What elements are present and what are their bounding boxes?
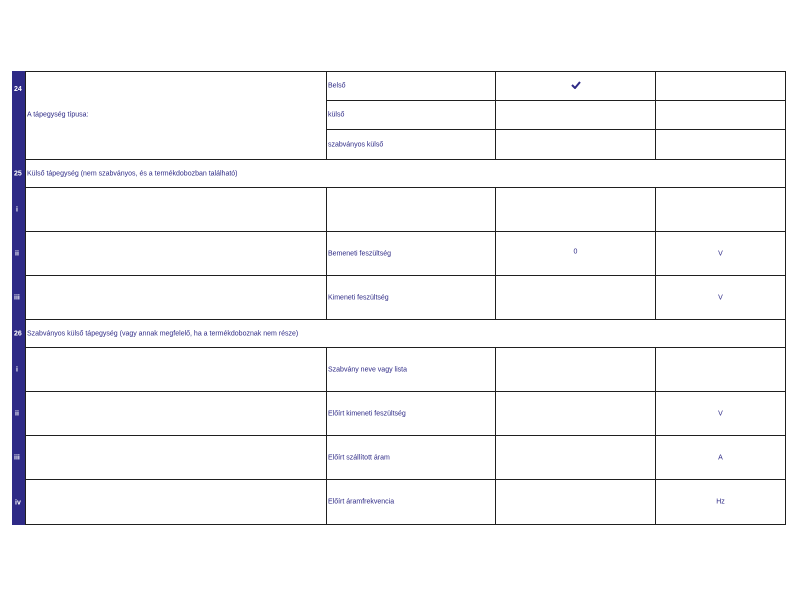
option-external-label-cell — [327, 101, 496, 130]
section-26-item-iii — [12, 436, 786, 480]
item-number-badge — [12, 480, 25, 525]
item-unit: A — [718, 454, 723, 461]
item-label-cell — [327, 276, 496, 320]
item-description-cell — [25, 276, 327, 320]
section-25-item-ii — [12, 232, 786, 276]
item-label: Kimeneti feszültség — [328, 294, 389, 301]
option-internal-unit-cell — [656, 71, 786, 101]
item-number-badge — [12, 276, 25, 320]
item-description-cell — [25, 392, 327, 436]
section-26-title-cell — [25, 320, 786, 348]
item-value-cell[interactable] — [496, 348, 656, 392]
section-26-item-iv — [12, 480, 786, 525]
item-unit: V — [718, 294, 723, 301]
item-unit: Hz — [716, 498, 725, 506]
item-number: i — [16, 366, 18, 374]
section-25-item-i — [12, 188, 786, 232]
item-label: Szabvány neve vagy lista — [328, 366, 407, 373]
item-label: Bemeneti feszültség — [328, 250, 392, 257]
item-label-cell — [327, 348, 496, 392]
item-label-cell — [327, 232, 496, 276]
checkmark-icon — [496, 81, 655, 91]
section-number-badge — [12, 71, 25, 160]
item-number: i — [16, 206, 18, 214]
option-standard-external-unit-cell — [656, 130, 786, 160]
section-number-badge — [12, 160, 25, 188]
item-unit: V — [718, 410, 723, 417]
option-internal-value-cell[interactable] — [496, 71, 656, 101]
item-description-cell — [25, 188, 327, 232]
item-description-cell — [25, 348, 327, 392]
power-supply-form-table — [12, 71, 786, 525]
item-number-badge — [12, 348, 25, 392]
item-label-cell — [327, 480, 496, 525]
section-number: 25 — [14, 170, 22, 178]
section-26-item-i — [12, 348, 786, 392]
section-26-title: Szabványos külső tápegység (vagy annak megfelelő, ha a termékdoboznak nem része) — [27, 330, 299, 337]
item-label: Előírt áramfrekvencia — [328, 498, 395, 506]
supply-type-label-cell — [25, 71, 327, 160]
item-label-cell — [327, 188, 496, 232]
item-number-badge — [12, 392, 25, 436]
item-label-cell — [327, 392, 496, 436]
section-25-title-cell — [25, 160, 786, 188]
item-number-badge — [12, 232, 25, 276]
item-unit-cell — [656, 480, 786, 525]
item-label-cell — [327, 436, 496, 480]
item-unit-cell — [656, 188, 786, 232]
item-unit-cell — [656, 392, 786, 436]
item-description-cell — [25, 436, 327, 480]
section-26-item-ii — [12, 392, 786, 436]
option-external-value-cell[interactable] — [496, 101, 656, 130]
item-unit-cell — [656, 232, 786, 276]
item-number: iii — [14, 454, 20, 462]
item-number-badge — [12, 188, 25, 232]
item-label: Előírt kimeneti feszültség — [328, 410, 406, 417]
item-unit: V — [718, 250, 723, 257]
section-number: 26 — [14, 330, 22, 338]
item-description-cell — [25, 232, 327, 276]
item-unit-cell — [656, 276, 786, 320]
item-number-badge — [12, 436, 25, 480]
option-standard-external-label-cell — [327, 130, 496, 160]
option-standard-external-label: szabványos külső — [328, 141, 384, 148]
item-number: iii — [14, 294, 20, 302]
section-25-title: Külső tápegység (nem szabványos, és a termékdobozban található) — [27, 170, 238, 177]
item-description-cell — [25, 480, 327, 525]
item-label: Előírt szállított áram — [328, 454, 390, 461]
section-25-header-row — [12, 160, 786, 188]
option-external-unit-cell — [656, 101, 786, 130]
item-value-cell[interactable] — [496, 480, 656, 525]
option-internal-label-cell — [327, 71, 496, 101]
section-24-row — [12, 71, 786, 160]
section-26-header-row — [12, 320, 786, 348]
section-25-item-iii — [12, 276, 786, 320]
item-unit-cell — [656, 436, 786, 480]
item-value-cell[interactable] — [496, 232, 656, 276]
option-internal-label: Belső — [328, 82, 346, 89]
section-number-badge — [12, 320, 25, 348]
item-number: ii — [15, 250, 19, 258]
item-value-cell[interactable] — [496, 436, 656, 480]
item-number: ii — [15, 410, 19, 418]
item-value-cell[interactable] — [496, 392, 656, 436]
item-value-cell[interactable] — [496, 188, 656, 232]
option-external-label: külső — [328, 111, 345, 119]
item-value-cell[interactable] — [496, 276, 656, 320]
supply-type-label: A tápegység típusa: — [27, 111, 89, 119]
item-value: 0 — [573, 248, 578, 256]
option-standard-external-value-cell[interactable] — [496, 130, 656, 160]
item-number: iv — [15, 499, 21, 506]
section-number: 24 — [14, 86, 22, 93]
item-unit-cell — [656, 348, 786, 392]
